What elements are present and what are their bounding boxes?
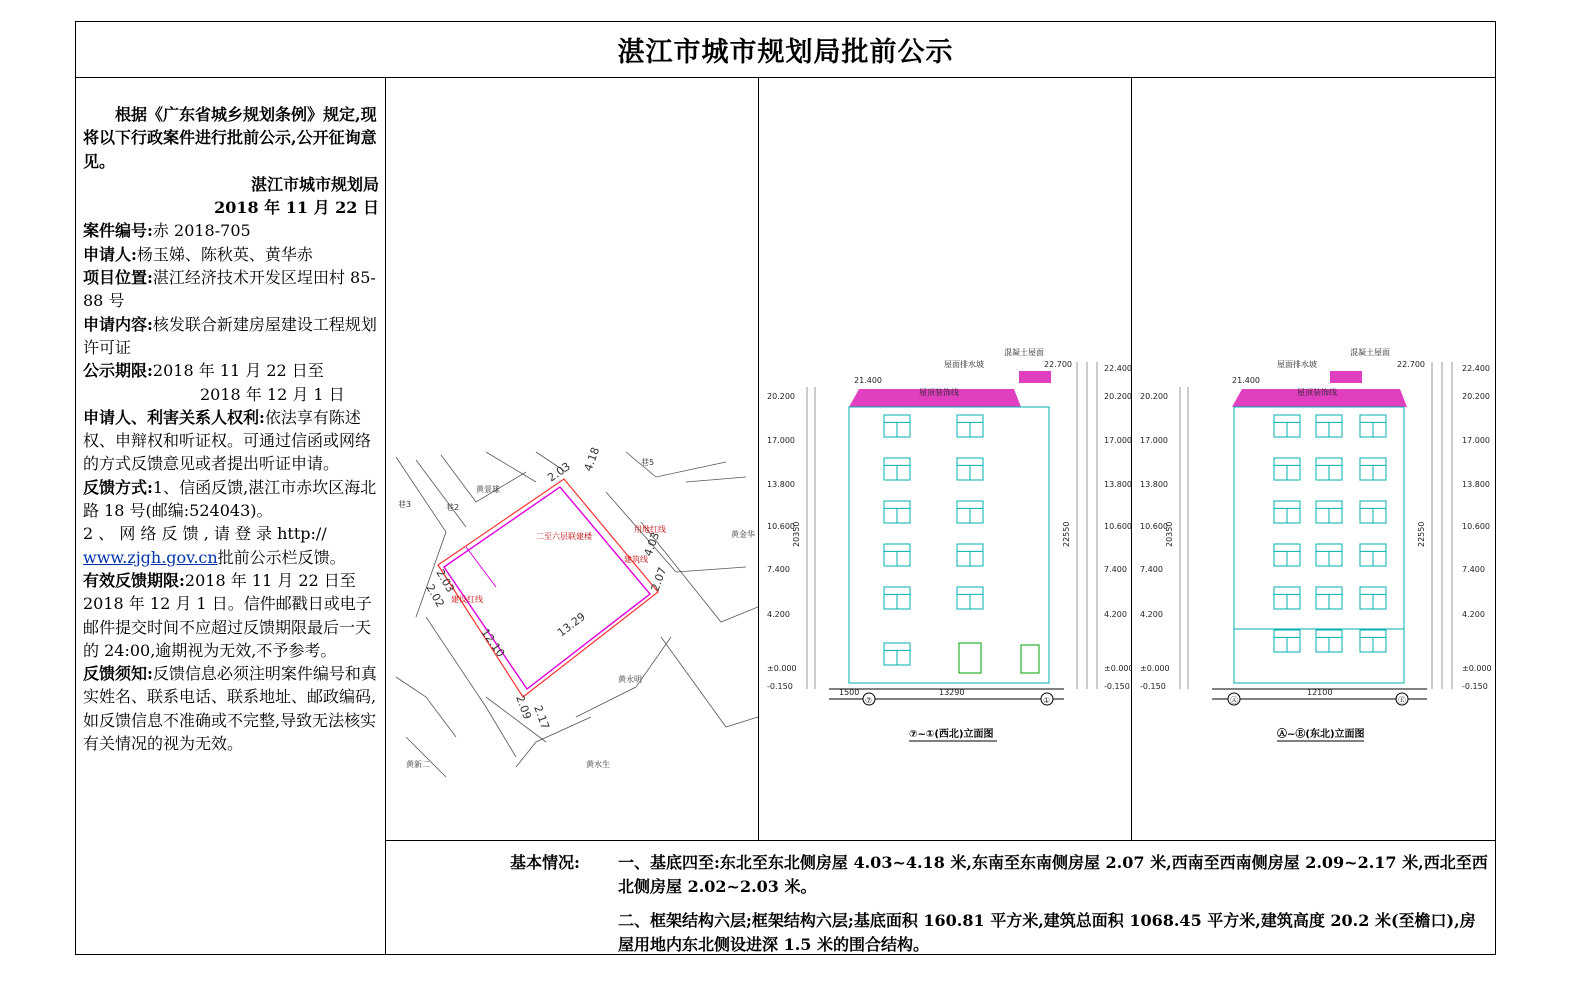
level-label: 7.400 xyxy=(1104,565,1127,574)
level-label: 7.400 xyxy=(1140,565,1163,574)
feedback-link[interactable]: www.zjgh.gov.cn xyxy=(83,547,218,567)
elevation-caption: Ⓐ~Ⓔ(东北)立面图 xyxy=(1277,729,1365,740)
total-dim: 22550 xyxy=(1417,521,1426,547)
building-facade xyxy=(1234,407,1404,683)
window-grid xyxy=(1274,415,1386,652)
page-title: 湛江市城市规划局批前公示 xyxy=(617,37,954,68)
notice-period: 公示期限:2018 年 11 月 22 日至 xyxy=(83,361,324,381)
feedback-method: 反馈方式:1、信函反馈,湛江市赤坎区海北路 18 号(邮编:524043)。 xyxy=(83,477,377,521)
site-label: 黄新二 xyxy=(406,760,430,769)
notice-frame xyxy=(75,21,1496,955)
level-label: ±0.000 xyxy=(1140,664,1170,673)
axis-label: ① xyxy=(1043,696,1051,705)
dim-label: 2.02 xyxy=(423,582,447,610)
level-label: -0.150 xyxy=(1140,682,1166,691)
elevation-caption: ⑦~①(西北)立面图 xyxy=(909,729,994,740)
window-grid xyxy=(884,415,983,665)
level-label: 10.600 xyxy=(767,522,795,531)
note-label: 屋顶装饰线 xyxy=(919,388,959,397)
note-label: 屋面排水坡 xyxy=(944,360,984,369)
level-label: 22.700 xyxy=(1044,360,1072,369)
dim-label: 2.03 xyxy=(545,459,573,485)
dim-label: 4.03 xyxy=(641,530,663,559)
notice-text-panel xyxy=(76,77,386,954)
note-label: 混凝土屋面 xyxy=(1350,348,1390,357)
notice-period-end: 2018 年 12 月 1 日 xyxy=(200,384,345,404)
note-label: 屋顶装饰线 xyxy=(1297,388,1337,397)
note-label: 混凝土屋面 xyxy=(1004,348,1044,357)
side-dim: 1500 xyxy=(839,688,860,697)
level-label: 7.400 xyxy=(767,565,790,574)
level-label: 17.000 xyxy=(1104,436,1131,445)
dim-label: 13.29 xyxy=(554,610,588,640)
level-label: 22.400 xyxy=(1462,364,1490,373)
dim-label: 2.17 xyxy=(531,703,552,732)
notice-date: 2018 年 11 月 22 日 xyxy=(214,198,379,218)
level-label: 22.400 xyxy=(1104,364,1131,373)
level-label: 20.200 xyxy=(767,392,795,401)
roof-parapet xyxy=(1019,371,1051,383)
basic-info-text xyxy=(618,851,1490,967)
basic-info xyxy=(386,840,1496,955)
dim-lines xyxy=(807,362,1097,689)
site-label: 黄永明 xyxy=(618,675,642,684)
level-label: 4.200 xyxy=(767,610,790,619)
site-plan-drawing xyxy=(386,77,758,839)
width-dim: 13290 xyxy=(939,688,965,697)
level-label: 10.600 xyxy=(1462,522,1490,531)
note-label: 屋面排水坡 xyxy=(1277,360,1317,369)
site-label: 建设红线 xyxy=(451,595,483,604)
dim-label: 2.03 xyxy=(433,567,457,595)
level-label: 13.800 xyxy=(1104,480,1131,489)
rights: 申请人、利害关系人权利:依法享有陈述权、申辩权和听证权。可通过信函或网络的方式反馈意见或者提出听证申请。 xyxy=(83,407,372,474)
door xyxy=(959,643,981,673)
total-dim: 20350 xyxy=(1165,521,1174,547)
feedback-notice: 反馈须知:反馈信息必须注明案件编号和真实姓名、联系电话、联系地址、邮政编码,如反馈信息不准确或不完整,导致无法核实有关情况的视为无效。 xyxy=(83,664,377,754)
site-dims xyxy=(423,446,669,731)
applicant: 申请人:杨玉娣、陈秋英、黄华赤 xyxy=(83,244,313,264)
dim-label: 2.09 xyxy=(513,693,534,722)
door xyxy=(1021,645,1039,673)
elevation-northeast-panel xyxy=(1132,77,1497,840)
level-label: 20.200 xyxy=(1104,392,1131,401)
level-label: -0.150 xyxy=(1462,682,1488,691)
site-label: 黄金华 xyxy=(731,530,755,539)
elevation-northwest xyxy=(759,77,1131,839)
axis-label: Ⓔ xyxy=(1398,696,1406,705)
intro-text: 根据《广东省城乡规划条例》规定,现将以下行政案件进行批前公示,公开征询意见。 xyxy=(83,105,377,171)
level-label: 21.400 xyxy=(854,376,882,385)
level-label: 10.600 xyxy=(1140,522,1168,531)
basic-info-label: 基本情况: xyxy=(510,853,580,872)
basic-info-item: 一、基底四至:东北至东北侧房屋 4.03~4.18 米,东南至东南侧房屋 2.07 米,西南至西南侧房屋 2.09~2.17 米,西北至西北侧房屋 2.02~2.03 米。 xyxy=(618,853,1488,896)
title-row xyxy=(76,22,1495,78)
level-label: 17.000 xyxy=(1140,436,1168,445)
level-label: 7.400 xyxy=(1462,565,1485,574)
site-label: 黄水生 xyxy=(586,760,610,769)
case-number: 案件编号:赤 2018-705 xyxy=(83,221,251,241)
level-label: 20.200 xyxy=(1140,392,1168,401)
level-label: 13.800 xyxy=(1462,480,1490,489)
level-label: 17.000 xyxy=(1462,436,1490,445)
level-label: 10.600 xyxy=(1104,522,1131,531)
level-label: ±0.000 xyxy=(1462,664,1492,673)
dim-label: 2.07 xyxy=(648,565,670,594)
level-label: 4.200 xyxy=(1104,610,1127,619)
site-label: 巷3 xyxy=(398,500,412,509)
level-label: 20.200 xyxy=(1462,392,1490,401)
level-label: ±0.000 xyxy=(767,664,797,673)
level-label: 4.200 xyxy=(1462,610,1485,619)
building-facade xyxy=(849,407,1049,683)
axis-label: Ⓐ xyxy=(1230,696,1238,705)
level-label: -0.150 xyxy=(767,682,793,691)
basic-info-item: 二、框架结构六层;框架结构六层;基底面积 160.81 平方米,建筑总面积 1068.45 平方米,建筑高度 20.2 米(至檐口),房屋用地内东北侧设进深 1.5 米的围合结构。 xyxy=(618,911,1476,954)
feedback-deadline: 有效反馈期限:2018 年 11 月 22 日至 2018 年 12 月 1 日。信件邮戳日或电子邮件提交时间不应超过反馈期限最后一天的 24:00,逾期视为无效,不予参考。 xyxy=(83,570,372,660)
feedback-online: 2 、 网 络 反 馈 , 请 登 录 http:// www.zjgh.gov.cn批前公示栏反馈。 xyxy=(83,524,346,567)
level-label: 4.200 xyxy=(1140,610,1163,619)
dim-label: 12.10 xyxy=(478,626,508,660)
total-dim: 22550 xyxy=(1062,521,1071,547)
width-dim: 12100 xyxy=(1307,688,1333,697)
site-plan-panel xyxy=(386,77,759,840)
elevation-northwest-panel xyxy=(759,77,1132,840)
site-boundary xyxy=(438,479,658,697)
site-label: 二至六层联建楼 xyxy=(536,532,592,541)
hatch-line xyxy=(466,547,496,587)
level-label: -0.150 xyxy=(1104,682,1130,691)
level-label: ±0.000 xyxy=(1104,664,1131,673)
site-label: 巷5 xyxy=(641,458,655,467)
site-label: 建筑线 xyxy=(624,555,648,564)
agency-name: 湛江市城市规划局 xyxy=(250,174,379,194)
level-label: 17.000 xyxy=(767,436,795,445)
roof-parapet xyxy=(1330,371,1362,383)
level-label: 21.400 xyxy=(1232,376,1260,385)
total-dim: 20350 xyxy=(792,521,801,547)
site-label: 巷2 xyxy=(446,503,460,512)
dim-label: 4.18 xyxy=(581,445,603,474)
level-label: 13.800 xyxy=(1140,480,1168,489)
axis-label: ⑦ xyxy=(865,696,873,705)
level-label: 22.700 xyxy=(1397,360,1425,369)
site-label: 用地红线 xyxy=(634,525,666,534)
application-content: 申请内容:核发联合新建房屋建设工程规划许可证 xyxy=(83,314,377,357)
level-label: 13.800 xyxy=(767,480,795,489)
site-label: 黄景雄 xyxy=(476,485,500,494)
elevation-northeast xyxy=(1132,77,1496,839)
project-location: 项目位置:湛江经济技术开发区埕田村 85-88 号 xyxy=(83,268,376,311)
